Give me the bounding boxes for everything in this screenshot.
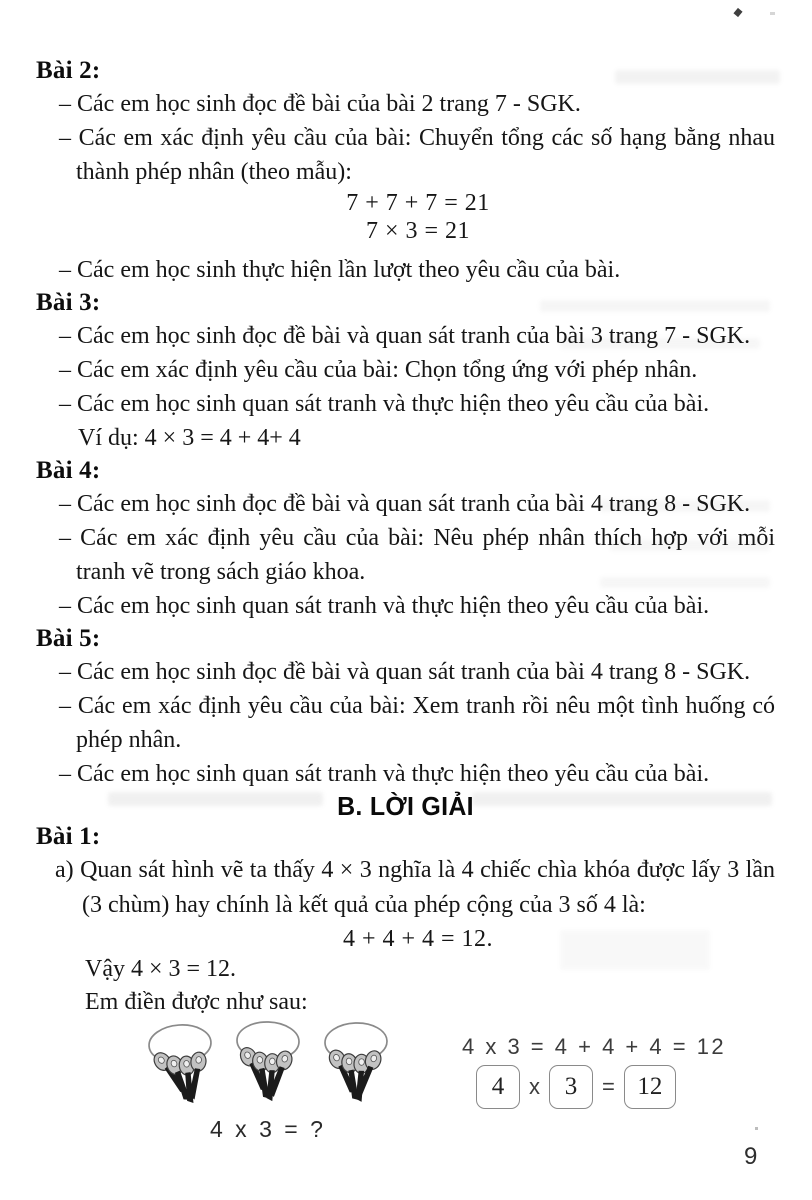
fill-boxes-row — [476, 1065, 676, 1109]
bullet-item: – Các em học sinh quan sát tranh và thực hiện theo yêu cầu của bài. — [59, 761, 710, 787]
bullet-item: – Các em học sinh quan sát tranh và thực hiện theo yêu cầu của bài. — [59, 593, 710, 619]
bullet-item: – Các em học sinh đọc đề bài và quan sát tranh của bài 3 trang 7 - SGK. — [59, 323, 751, 349]
bullet-item: – Các em xác định yêu cầu của bài: Nêu phép nhân thích hợp với mỗi tranh vẽ trong sách giáo khoa. — [59, 525, 775, 585]
example-line: Ví dụ: 4 × 3 = 4 + 4+ 4 — [78, 425, 301, 451]
equation-line: 7 + 7 + 7 = 21 — [346, 190, 490, 216]
solution-section-title: B. LỜI GIẢI — [337, 791, 474, 821]
illustration-caption: 4 x 3 = ? — [210, 1116, 326, 1142]
page-number: 9 — [744, 1143, 758, 1170]
bullet-item: – Các em xác định yêu cầu của bài: Xem tranh rồi nêu một tình huống có phép nhân. — [59, 693, 775, 753]
bullet-item: – Các em học sinh thực hiện lần lượt theo yêu cầu của bài. — [59, 257, 621, 283]
equation-line: 7 × 3 = 21 — [365, 218, 471, 244]
bullet-item: – Các em học sinh quan sát tranh và thực hiện theo yêu cầu của bài. — [59, 391, 710, 417]
section-heading: Bài 5: — [36, 625, 101, 652]
section-heading: Bài 4: — [36, 457, 101, 484]
solution-paragraph-a: a) Quan sát hình vẽ ta thấy 4 × 3 nghĩa là 4 chiếc chìa khóa được lấy 3 lần (3 chùm) hay chính là kết quả của phép cộng của 3 số 4 là: — [55, 857, 775, 918]
solution-equation: 4 + 4 + 4 = 12. — [342, 926, 494, 952]
bullet-item: – Các em xác định yêu cầu của bài: Chuyển tổng các số hạng bằng nhau thành phép nhân (theo mẫu): — [59, 125, 775, 185]
fill-box-factor2: 3 — [549, 1065, 593, 1109]
bullet-item: – Các em xác định yêu cầu của bài: Chọn tổng ứng với phép nhân. — [59, 357, 698, 383]
section-heading: Bài 3: — [36, 289, 101, 316]
section-heading: Bài 2: — [36, 57, 101, 84]
fill-equation-line: 4 x 3 = 4 + 4 + 4 = 12 — [462, 1034, 727, 1059]
bullet-item: – Các em học sinh đọc đề bài và quan sát tranh của bài 4 trang 8 - SGK. — [59, 659, 751, 685]
key-rings-illustration — [0, 1018, 812, 1150]
bullet-item: – Các em học sinh đọc đề bài của bài 2 trang 7 - SGK. — [59, 91, 581, 117]
equals-operator: = — [602, 1074, 615, 1099]
section-heading-bai-1: Bài 1: — [36, 823, 101, 850]
solution-fill-intro: Em điền được như sau: — [85, 989, 308, 1015]
times-operator: x — [529, 1074, 540, 1099]
fill-box-result: 12 — [624, 1065, 676, 1109]
exercise-sections — [36, 55, 775, 791]
solution-conclusion: Vậy 4 × 3 = 12. — [85, 956, 237, 982]
bullet-item: – Các em học sinh đọc đề bài và quan sát tranh của bài 4 trang 8 - SGK. — [59, 491, 751, 517]
fill-box-factor1: 4 — [476, 1065, 520, 1109]
